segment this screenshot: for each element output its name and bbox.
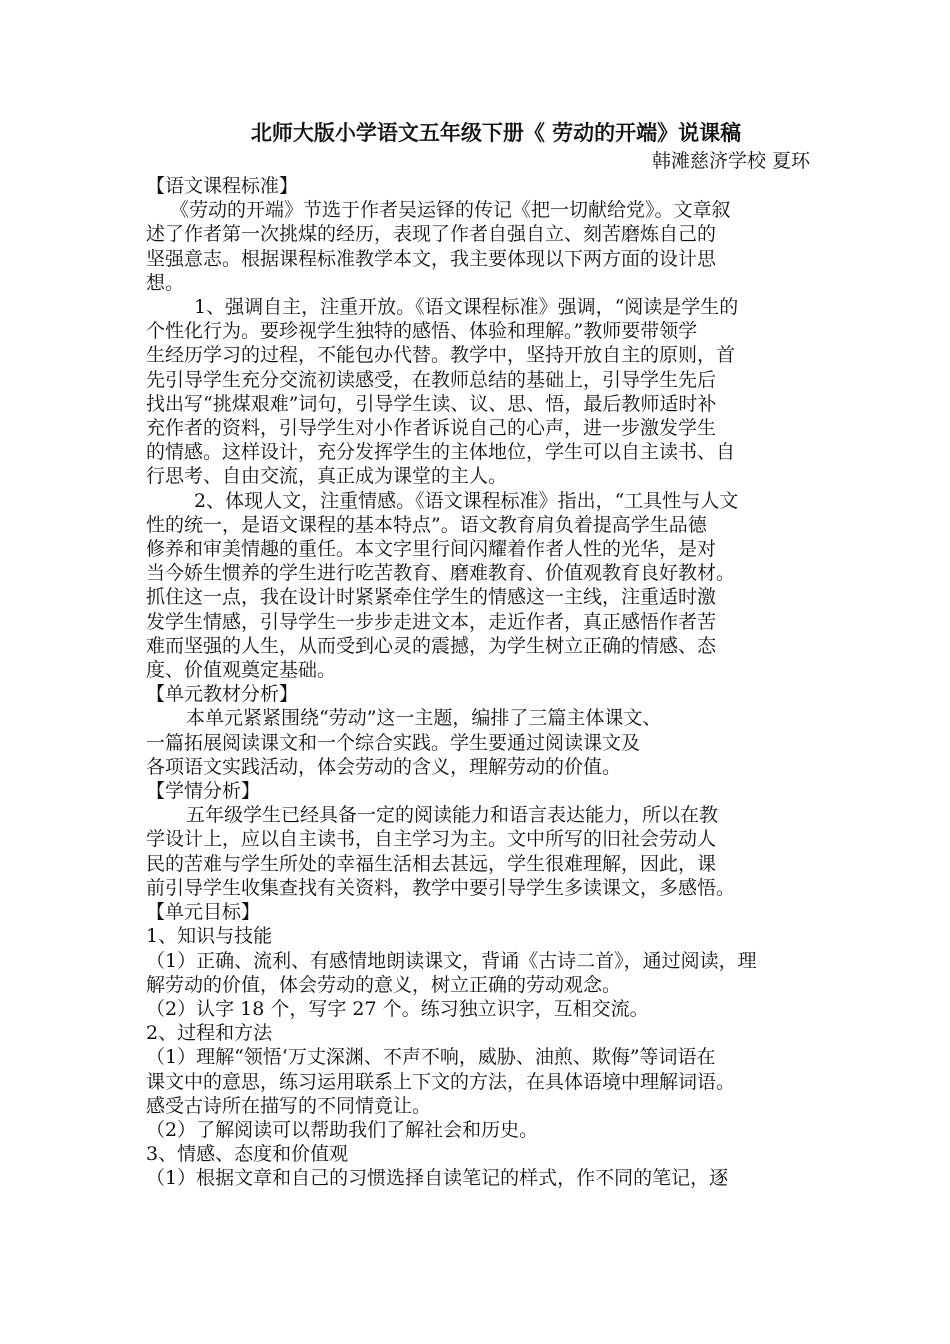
subsection-heading: 2、过程和方法 [146, 1022, 273, 1045]
paragraph-line: 一篇拓展阅读课文和一个综合实践。学生要通过阅读课文及 [146, 731, 641, 754]
document-page [146, 118, 816, 1191]
paragraph-line: 感受古诗所在描写的不同情竟让。 [146, 1094, 432, 1117]
paragraph-line: 1、强调自主，注重开放。《语文课程标准》强调，“阅读是学生的 [194, 296, 739, 319]
paragraph-line: （2）了解阅读可以帮助我们了解社会和历史。 [146, 1118, 539, 1141]
section-heading: 【学情分析】 [146, 780, 261, 803]
document-title: 北师大版小学语文五年级下册《 劳动的开端》说课稿 [250, 120, 742, 145]
paragraph-line: 的情感。这样设计，充分发挥学生的主体地位，学生可以自主读书、自 [146, 441, 736, 464]
paragraph-line: 述了作者第一次挑煤的经历，表现了作者自强自立、刻苦磨炼自己的 [146, 223, 717, 246]
paragraph-line: （1）理解“领悟‘万丈深渊、不声不响，威胁、油煎、欺侮”等词语在 [146, 1046, 716, 1069]
paragraph-line: 各项语文实践活动，体会劳动的含义，理解劳动的价值。 [146, 755, 622, 778]
paragraph-line: 生经历学习的过程，不能包办代替。教学中，坚持开放自主的原则，首 [146, 344, 736, 367]
paragraph-line: 难而坚强的人生，从而受到心灵的震撼，为学生树立正确的情感、态 [146, 634, 717, 657]
paragraph-line: （1）正确、流利、有感情地朗读课文，背诵《古诗二首》，通过阅读，理 [146, 949, 757, 972]
section-heading: 【单元目标】 [146, 901, 261, 924]
paragraph-line: 性的统一，是语文课程的基本特点”。语文教育肩负着提高学生品德 [146, 513, 707, 536]
subsection-heading: 1、知识与技能 [146, 925, 273, 948]
paragraph-line: 当今娇生惯养的学生进行吃苦教育、磨难教育、价值观教育良好教材。 [146, 562, 736, 585]
paragraph-line: （1）根据文章和自己的习惯选择自读笔记的样式，作不同的笔记，逐 [146, 1167, 729, 1190]
document-author: 韩滩慈济学校 夏环 [651, 150, 810, 172]
paragraph-line: 抓住这一点，我在设计时紧紧牵住学生的情感这一主线，注重适时激 [146, 586, 717, 609]
paragraph-line: 找出写“挑煤艰难”词句，引导学生读、议、思、悟，最后教师适时补 [146, 392, 717, 415]
paragraph-line: 2、体现人文，注重情感。《语文课程标准》指出，“工具性与人文 [194, 489, 739, 512]
paragraph-line: 想。 [146, 271, 185, 294]
paragraph-line: 前引导学生收集查找有关资料，教学中要引导学生多读课文，多感悟。 [146, 876, 736, 899]
paragraph-line: 先引导学生充分交流初读感受，在教师总结的基础上，引导学生先后 [146, 368, 717, 391]
paragraph-line: 度、价值观奠定基础。 [146, 659, 337, 682]
paragraph-line: 充作者的资料，引导学生对小作者诉说自己的心声，进一步激发学生 [146, 417, 717, 440]
paragraph-line: 课文中的意思，练习运用联系上下文的方法，在具体语境中理解词语。 [146, 1070, 736, 1093]
paragraph-line: （2）认字 18 个，写字 27 个。练习独立识字，互相交流。 [146, 997, 649, 1020]
paragraph-line: 行思考、自由交流，真正成为课堂的主人。 [146, 465, 508, 488]
paragraph-line: 个性化行为。要珍视学生独特的感悟、体验和理解。”教师要带领学 [146, 320, 698, 343]
subsection-heading: 3、情感、态度和价值观 [146, 1143, 349, 1166]
section-heading: 【单元教材分析】 [146, 683, 299, 706]
paragraph-line: 学设计上，应以自主读书，自主学习为主。文中所写的旧社会劳动人 [146, 828, 717, 851]
paragraph-line: 本单元紧紧围绕“劳动”这一主题，编排了三篇主体课文、 [186, 707, 662, 730]
paragraph-line: 坚强意志。根据课程标准教学本文，我主要体现以下两方面的设计思 [146, 247, 717, 270]
paragraph-line: 五年级学生已经具备一定的阅读能力和语言表达能力，所以在教 [186, 804, 719, 827]
section-heading: 【语文课程标准】 [146, 175, 299, 197]
paragraph-line: 民的苦难与学生所处的幸福生活相去甚远，学生很难理解，因此，课 [146, 852, 717, 875]
paragraph-line: 发学生情感，引导学生一步步走进文本，走近作者，真正感悟作者苦 [146, 610, 717, 633]
paragraph-line: 解劳动的价值，体会劳动的意义，树立正确的劳动观念。 [146, 973, 622, 996]
paragraph-line: 《劳动的开端》节选于作者吴运铎的传记《把一切献给党》。文章叙 [170, 199, 731, 222]
paragraph-line: 修养和审美情趣的重任。本文字里行间闪耀着作者人性的光华，是对 [146, 538, 717, 561]
